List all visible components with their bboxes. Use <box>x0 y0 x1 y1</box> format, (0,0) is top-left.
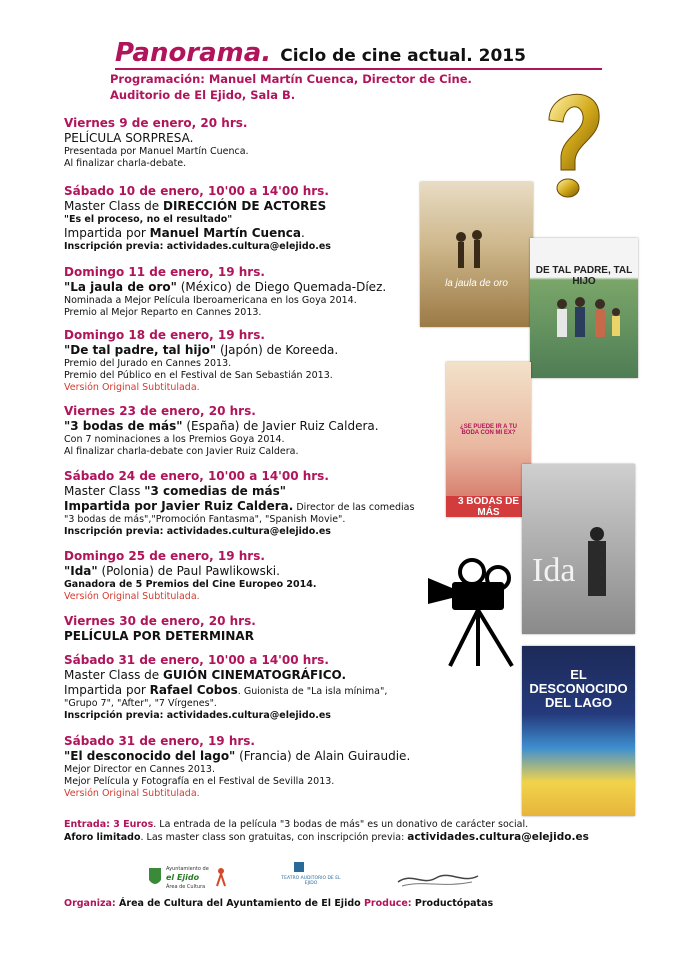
event-line: "3 bodas de más","Promoción Fantasma", "Spanish Movie". <box>64 514 346 525</box>
entrada-label: Entrada: 3 Euros <box>64 819 154 830</box>
figure-icon <box>214 866 228 888</box>
event-date: Viernes 9 de enero, 20 hrs. <box>64 116 248 130</box>
event-line: Master Class de <box>64 668 163 682</box>
page-subtitle: Ciclo de cine actual. 2015 <box>280 46 526 66</box>
poster-ida <box>522 464 635 634</box>
event-title: "Ida" <box>64 564 98 578</box>
aforo-label: Aforo limitado <box>64 832 141 843</box>
event-5 <box>64 403 434 458</box>
event-date: Sábado 31 de enero, 19 hrs. <box>64 734 255 748</box>
poster-lago <box>522 646 635 816</box>
event-line: (México) de Diego Quemada-Díez. <box>176 280 387 294</box>
event-registration: Inscripción previa: actividades.cultura@elejido.es <box>64 241 331 252</box>
event-date: Sábado 10 de enero, 10'00 a 14'00 hrs. <box>64 184 329 198</box>
event-vos: Versión Original Subtitulada. <box>64 591 200 602</box>
event-line: Premio al Mejor Reparto en Cannes 2013. <box>64 307 262 318</box>
event-title: DIRECCIÓN DE ACTORES <box>163 199 327 213</box>
event-line: Impartida por <box>64 226 150 240</box>
logo-text: Área de Cultura <box>166 884 206 890</box>
productopatas-logo <box>392 868 484 890</box>
event-10 <box>64 733 434 800</box>
event-line: (España) de Javier Ruiz Caldera. <box>182 419 379 433</box>
event-3 <box>64 264 434 319</box>
event-line: Director de las comedias <box>293 502 415 513</box>
ayuntamiento-logo <box>148 862 232 894</box>
poster-figures-icon <box>420 182 533 327</box>
event-line: Mejor Director en Cannes 2013. <box>64 764 215 775</box>
event-line: Ganadora de 5 Premios del Cine Europeo 2014. <box>64 579 317 590</box>
event-title: "3 bodas de más" <box>64 419 183 433</box>
entrada-text: . La entrada de la película "3 bodas de más" es un donativo de carácter social. <box>153 819 529 830</box>
event-title: PELÍCULA SORPRESA. <box>64 131 194 145</box>
poster-tal-padre <box>530 238 638 378</box>
event-speaker: Manuel Martín Cuenca <box>149 226 301 240</box>
logo-text: el Ejido <box>166 873 200 882</box>
event-title: "3 comedias de más" <box>144 484 286 498</box>
aforo-text: . Las master class son gratuitas, con inscripción previa: <box>140 832 408 843</box>
event-line: Master Class de <box>64 199 163 213</box>
organiza-label: Organiza: <box>64 898 116 909</box>
event-registration: Inscripción previa: actividades.cultura@elejido.es <box>64 710 331 721</box>
poster-tagline: ¿SE PUEDE IR A TU BODA CON MI EX? <box>460 424 517 436</box>
poster-jaula-de-oro <box>420 182 533 327</box>
question-mark-icon <box>535 80 610 202</box>
logo-text: TEATRO AUDITORIO DE EL EJIDO <box>281 876 341 886</box>
page-title: Panorama. <box>115 38 272 68</box>
footer-aforo <box>64 831 589 844</box>
event-line: . <box>301 226 305 240</box>
event-line: Con 7 nominaciones a los Premios Goya 2014. <box>64 434 285 445</box>
event-4 <box>64 327 434 394</box>
event-title: GUIÓN CINEMATOGRÁFICO. <box>163 668 347 682</box>
event-date: Domingo 11 de enero, 19 hrs. <box>64 265 265 279</box>
event-registration: Inscripción previa: actividades.cultura@elejido.es <box>64 526 331 537</box>
logo-text: Ayuntamiento de <box>166 866 209 872</box>
event-date: Sábado 24 de enero, 10'00 a 14'00 hrs. <box>64 469 329 483</box>
title-bar <box>115 38 602 70</box>
building-icon <box>294 862 304 872</box>
event-6 <box>64 468 444 538</box>
event-8 <box>64 613 434 644</box>
event-line: Al finalizar charla-debate. <box>64 158 187 169</box>
event-date: Viernes 23 de enero, 20 hrs. <box>64 404 256 418</box>
footer-organiza <box>64 897 493 910</box>
event-line: . Guionista de "La isla mínima", <box>237 686 388 697</box>
event-title: PELÍCULA POR DETERMINAR <box>64 629 254 643</box>
event-line: Premio del Jurado en Cannes 2013. <box>64 358 232 369</box>
event-line: "Grupo 7", "After", "7 Vírgenes". <box>64 698 217 709</box>
poster-title: DE TAL PADRE, TAL HIJO <box>535 265 633 287</box>
venue: Auditorio de El Ejido, Sala B. <box>110 88 296 102</box>
auditorio-logo <box>276 862 346 886</box>
event-speaker: Rafael Cobos <box>149 683 238 697</box>
poster-title: EL DESCONOCIDO DEL LAGO <box>529 667 628 710</box>
event-title: "De tal padre, tal hijo" <box>64 343 217 357</box>
film-camera-icon <box>420 548 530 668</box>
event-line: Impartida por <box>64 683 150 697</box>
event-line: Nominada a Mejor Película Iberoamericana en los Goya 2014. <box>64 295 357 306</box>
produce-label: Produce: <box>363 898 412 909</box>
aforo-email: actividades.cultura@elejido.es <box>407 831 589 843</box>
poster-title: Ida <box>532 552 576 589</box>
poster-3-bodas <box>446 362 531 517</box>
poster-title: la jaula de oro <box>445 278 508 289</box>
event-date: Sábado 31 de enero, 10'00 a 14'00 hrs. <box>64 653 329 667</box>
event-title: "La jaula de oro" <box>64 280 177 294</box>
organiza-text: Área de Cultura del Ayuntamiento de El Ejido <box>115 898 364 909</box>
event-line: Presentada por Manuel Martín Cuenca. <box>64 146 249 157</box>
event-line: Master Class <box>64 484 145 498</box>
shield-icon <box>148 866 162 888</box>
event-line: Premio del Público en el Festival de San Sebastián 2013. <box>64 370 333 381</box>
event-1 <box>64 115 434 170</box>
poster-family-icon <box>530 238 638 378</box>
event-2 <box>64 183 434 253</box>
event-9 <box>64 652 434 722</box>
event-line: (Polonia) de Paul Pawlikowski. <box>97 564 280 578</box>
event-line: (Francia) de Alain Guiraudie. <box>235 749 411 763</box>
poster-title: 3 BODAS DE MÁS <box>446 496 531 517</box>
event-line: Al finalizar charla-debate con Javier Ruiz Caldera. <box>64 446 299 457</box>
event-date: Domingo 18 de enero, 19 hrs. <box>64 328 265 342</box>
event-speaker: Impartida por Javier Ruiz Caldera. <box>64 499 294 513</box>
event-date: Domingo 25 de enero, 19 hrs. <box>64 549 265 563</box>
event-vos: Versión Original Subtitulada. <box>64 382 200 393</box>
event-date: Viernes 30 de enero, 20 hrs. <box>64 614 256 628</box>
event-7 <box>64 548 434 603</box>
event-vos: Versión Original Subtitulada. <box>64 788 200 799</box>
event-line: "Es el proceso, no el resultado" <box>64 214 233 225</box>
produce-text: Productópatas <box>411 898 494 909</box>
poster-nun-icon <box>522 464 635 634</box>
event-line: Mejor Película y Fotografía en el Festival de Sevilla 2013. <box>64 776 335 787</box>
event-title: "El desconocido del lago" <box>64 749 236 763</box>
footer-entrada <box>64 818 528 831</box>
event-line: (Japón) de Koreeda. <box>216 343 339 357</box>
programacion: Programación: Manuel Martín Cuenca, Director de Cine. <box>110 72 472 86</box>
